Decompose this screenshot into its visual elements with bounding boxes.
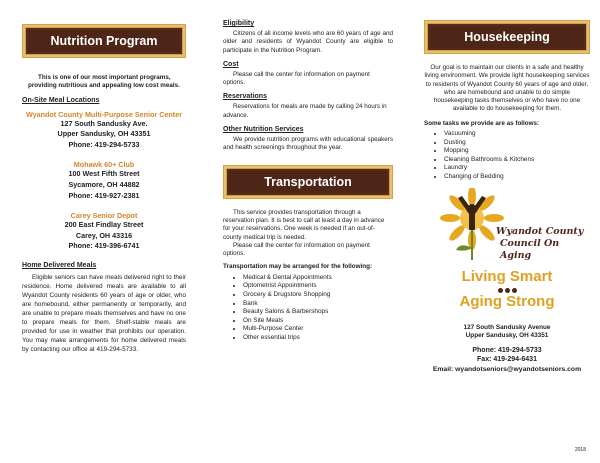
year: 2018 xyxy=(574,447,586,453)
reservations-text: Reservations for meals are made by calling 24 hours in advance. xyxy=(223,103,387,119)
transportation-payment-text: Please call the center for information on payment options. xyxy=(223,241,370,258)
list-item: • Vacuuming xyxy=(444,130,590,139)
home-delivered-heading: Home Delivered Meals xyxy=(22,261,97,269)
location-2 xyxy=(22,160,186,201)
list-item: • Beauty Salons & Barbershops xyxy=(243,308,393,317)
list-item: • Bank xyxy=(243,300,393,309)
home-delivered-text: Eligible seniors can have meals delivered right to their residence. Home delivered meals are available to all Wyandot County residents 60 years of age or older, who are homebound, either permanently or temporarily, and are unable to prepare meals themselves and have no one to prepare meals for them. Shelf-stable meals are provided for use in weather that prohibits our operation. You may make arrangements for home delivered meals by contacting our office at 419-294-5733. xyxy=(22,273,186,353)
location-1 xyxy=(22,110,186,151)
location-city: Sycamore, OH 44882 xyxy=(68,179,140,189)
nutrition-intro: This is one of our most important programs, providing nutritious and appealing low cost meals. xyxy=(28,74,180,90)
location-city: Upper Sandusky, OH 43351 xyxy=(57,129,151,139)
list-item: • Mopping xyxy=(444,147,590,156)
location-street: 100 West Fifth Street xyxy=(68,169,140,179)
housekeeping-text: Our goal is to maintain our clients in a safe and healthy living environment. We provide light housekeeping services to residents of Wyandot County 60 years of age and older, who are homebound and unable to do simple housekeeping tasks themselves or who have no one available to do housekeeping for them. xyxy=(424,64,590,113)
location-city: Carey, OH 43316 xyxy=(75,230,133,240)
tasks-list xyxy=(424,130,590,182)
eligibility-heading: Eligibility xyxy=(223,20,255,27)
location-phone: Phone: 419-396-6741 xyxy=(68,241,140,251)
reservations-heading: Reservations xyxy=(223,93,267,101)
fax: Fax: 419-294-6431 xyxy=(477,356,537,364)
list-item: • Laundry xyxy=(444,164,590,173)
logo-line-1: Wyandot County xyxy=(496,225,584,237)
list-item: • Medical & Dental Appointments xyxy=(243,274,393,283)
email: Email: wyandotseniors@wyandotseniors.com xyxy=(432,365,582,373)
list-item: • Other essential trips xyxy=(243,334,393,343)
column-nutrition xyxy=(0,0,200,463)
location-street: 200 East Findlay Street xyxy=(64,220,144,230)
location-name: Carey Senior Depot xyxy=(70,211,138,221)
eligibility-text: Citizens of all income levels who are 60 years of age and older and residents of Wyandot County are eligible to participate in the Nutrition Program. xyxy=(223,30,393,54)
phone: Phone: 419-294-5733 xyxy=(472,346,542,354)
transportation-text: This service provides transportation through a reservation plan. It is best to call at least a day in advance for your reservations. One week is needed if an out-of-county medical trip is needed. xyxy=(223,208,385,241)
council-logo xyxy=(424,188,590,266)
list-item: • Changing of Bedding xyxy=(444,173,590,182)
location-phone: Phone: 419-927-2381 xyxy=(68,190,140,200)
location-phone: Phone: 419-294-5733 xyxy=(68,139,140,149)
onsite-heading: On-Site Meal Locations xyxy=(22,96,100,104)
tasks-heading: Some tasks we provide are as follows: xyxy=(424,119,540,127)
address-line-1: 127 South Sandusky Avenue xyxy=(463,323,551,331)
housekeeping-banner-title: Housekeeping xyxy=(427,23,587,51)
slogan-line-1: Living Smart xyxy=(461,267,553,285)
location-name: Mohawk 60+ Club xyxy=(73,160,135,170)
nutrition-banner xyxy=(22,24,186,58)
transport-list xyxy=(223,274,393,343)
location-3 xyxy=(22,211,186,252)
transportation-banner-title: Transportation xyxy=(226,168,390,196)
nutrition-banner-title: Nutrition Program xyxy=(25,27,183,55)
contact-block xyxy=(424,324,590,375)
column-housekeeping xyxy=(410,0,600,463)
slogan-line-2: Aging Strong xyxy=(459,292,555,310)
location-name: Wyandot County Multi-Purpose Senior Center xyxy=(25,109,182,119)
list-item: • Dusting xyxy=(444,139,590,148)
address-line-2: Upper Sandusky, OH 43351 xyxy=(465,331,549,339)
slogan-dots xyxy=(424,285,590,293)
other-services-text: We provide nutrition programs with educational speakers and health screenings throughout the year. xyxy=(223,136,393,152)
logo-line-2: Council On Aging xyxy=(500,237,560,261)
logo-text xyxy=(496,226,590,262)
other-services-heading: Other Nutrition Services xyxy=(223,126,304,134)
cost-text: Please call the center for information on payment options. xyxy=(223,70,370,87)
transportation-banner xyxy=(223,165,393,199)
list-item: • On Site Meals xyxy=(243,317,393,326)
list-item: • Grocery & Drugstore Shopping xyxy=(243,291,393,300)
column-eligibility-transport xyxy=(205,0,401,463)
housekeeping-banner xyxy=(424,20,590,54)
list-item: • Multi-Purpose Center xyxy=(243,325,393,334)
list-item: • Optometrist Appointments xyxy=(243,282,393,291)
list-item: • Cleaning Bathrooms & Kitchens xyxy=(444,156,590,165)
arranged-heading: Transportation may be arranged for the following: xyxy=(223,263,373,271)
location-street: 127 South Sandusky Ave. xyxy=(60,118,148,128)
cost-heading: Cost xyxy=(223,60,239,68)
